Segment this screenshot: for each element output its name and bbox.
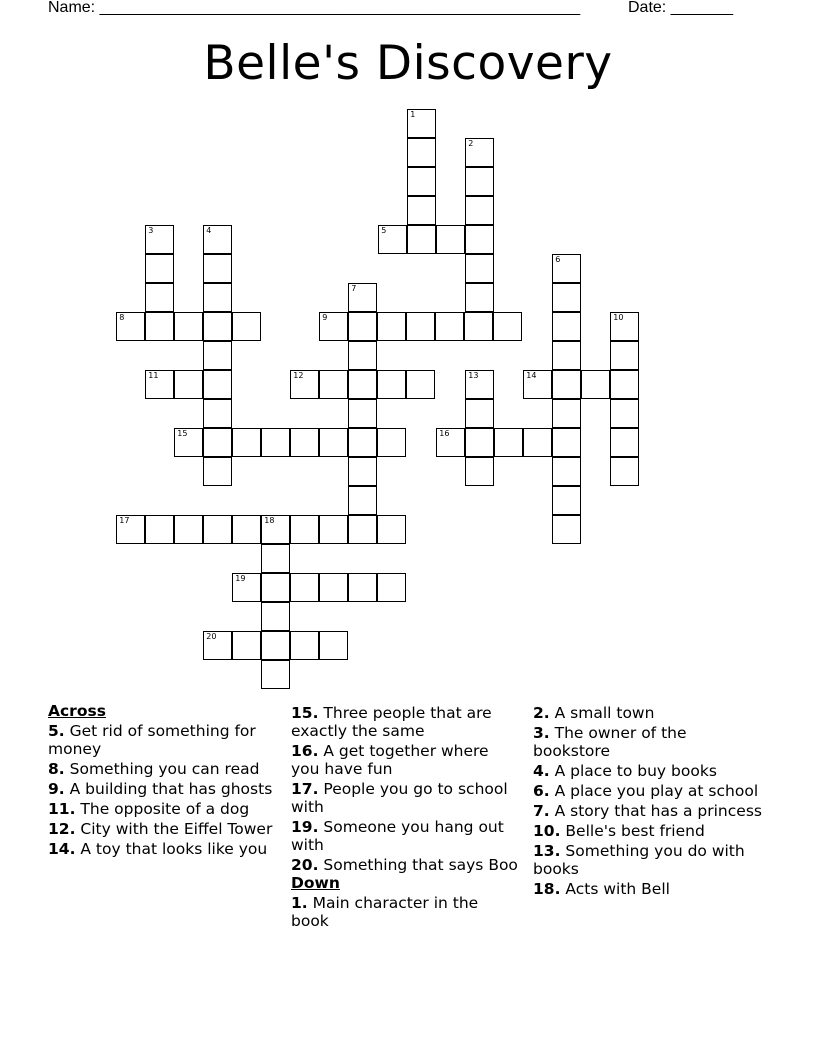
grid-cell[interactable]: [261, 602, 290, 631]
clues-column-1: [48, 702, 276, 858]
grid-cell[interactable]: [348, 283, 377, 312]
grid-cell[interactable]: [261, 573, 290, 602]
cell-number: 15: [177, 429, 188, 439]
grid-cell[interactable]: [465, 254, 494, 283]
date-field-label: Date: _______: [628, 0, 733, 16]
grid-cell[interactable]: [203, 341, 232, 370]
grid-cell[interactable]: [290, 573, 319, 602]
grid-cell[interactable]: [377, 370, 406, 399]
clue-number: 9.: [48, 780, 65, 798]
grid-cell[interactable]: [407, 167, 436, 196]
grid-cell[interactable]: [552, 370, 581, 399]
cell-number: 5: [381, 226, 387, 236]
clue-item: [533, 704, 768, 722]
grid-cell[interactable]: [145, 515, 174, 544]
cell-number: 3: [148, 226, 154, 236]
grid-cell[interactable]: [610, 312, 639, 341]
clue-number: 14.: [48, 840, 76, 858]
grid-cell[interactable]: [377, 515, 406, 544]
grid-cell[interactable]: [319, 428, 348, 457]
clue-item: [291, 704, 519, 740]
grid-cell[interactable]: [203, 631, 232, 660]
cell-number: 1: [410, 110, 416, 120]
puzzle-title: Belle's Discovery: [203, 36, 613, 91]
grid-cell[interactable]: [552, 486, 581, 515]
grid-cell[interactable]: [261, 515, 290, 544]
grid-cell[interactable]: [377, 312, 406, 341]
grid-cell[interactable]: [552, 515, 581, 544]
grid-cell[interactable]: [378, 225, 407, 254]
grid-cell[interactable]: [232, 631, 261, 660]
grid-cell[interactable]: [465, 370, 494, 399]
grid-cell[interactable]: [145, 283, 174, 312]
clue-number: 1.: [291, 894, 308, 912]
grid-cell[interactable]: [261, 631, 290, 660]
grid-cell[interactable]: [406, 370, 435, 399]
grid-cell[interactable]: [348, 515, 377, 544]
grid-cell[interactable]: [465, 196, 494, 225]
clue-text: A small town: [554, 704, 655, 722]
grid-cell[interactable]: [290, 370, 319, 399]
grid-cell[interactable]: [174, 312, 203, 341]
clue-text: A place you play at school: [554, 782, 759, 800]
name-field-label: Name: ______________________________________________________: [48, 0, 581, 16]
clue-item: [533, 802, 768, 820]
grid-cell[interactable]: [465, 225, 494, 254]
grid-cell[interactable]: [348, 341, 377, 370]
clue-text: Three people that are exactly the same: [291, 704, 492, 740]
cell-number: 4: [206, 226, 212, 236]
down-heading: Down: [291, 874, 340, 892]
clue-number: 10.: [533, 822, 561, 840]
clue-text: The opposite of a dog: [80, 800, 250, 818]
grid-cell[interactable]: [348, 428, 377, 457]
clue-item: [533, 762, 768, 780]
grid-cell[interactable]: [348, 573, 377, 602]
grid-cell[interactable]: [552, 428, 581, 457]
clue-number: 5.: [48, 722, 65, 740]
cell-number: 17: [119, 516, 130, 526]
down-clue-list: [291, 894, 519, 930]
clue-number: 17.: [291, 780, 319, 798]
grid-cell[interactable]: [174, 515, 203, 544]
grid-cell[interactable]: [348, 312, 377, 341]
clue-item: [533, 724, 768, 760]
across-heading: Across: [48, 702, 106, 720]
clue-item: [48, 800, 276, 818]
grid-cell[interactable]: [203, 370, 232, 399]
grid-cell[interactable]: [610, 399, 639, 428]
grid-cell[interactable]: [261, 660, 290, 689]
clue-number: 8.: [48, 760, 65, 778]
grid-cell[interactable]: [465, 457, 494, 486]
across-clue-list-continued: [291, 704, 519, 874]
clue-number: 12.: [48, 820, 76, 838]
grid-cell[interactable]: [116, 515, 145, 544]
clue-text: The owner of the bookstore: [533, 724, 687, 760]
grid-cell[interactable]: [552, 457, 581, 486]
clue-text: Something you do with books: [533, 842, 745, 878]
across-clue-list: [48, 722, 276, 858]
clue-item: [48, 722, 276, 758]
grid-cell[interactable]: [145, 225, 174, 254]
grid-cell[interactable]: [465, 283, 494, 312]
grid-cell[interactable]: [290, 515, 319, 544]
grid-cell[interactable]: [493, 312, 522, 341]
clue-item: [533, 880, 768, 898]
clue-number: 19.: [291, 818, 319, 836]
grid-cell[interactable]: [203, 457, 232, 486]
grid-cell[interactable]: [377, 428, 406, 457]
clue-item: [48, 780, 276, 798]
grid-cell[interactable]: [348, 399, 377, 428]
cell-number: 20: [206, 632, 217, 642]
grid-cell[interactable]: [203, 515, 232, 544]
grid-cell[interactable]: [465, 428, 494, 457]
cell-number: 6: [555, 255, 561, 265]
grid-cell[interactable]: [465, 399, 494, 428]
clue-number: 16.: [291, 742, 319, 760]
clue-number: 4.: [533, 762, 550, 780]
cell-number: 19: [235, 574, 246, 584]
clue-number: 6.: [533, 782, 550, 800]
grid-cell[interactable]: [174, 370, 203, 399]
grid-cell[interactable]: [145, 312, 174, 341]
clue-item: [533, 782, 768, 800]
grid-cell[interactable]: [407, 138, 436, 167]
clue-text: Acts with Bell: [565, 880, 670, 898]
clue-text: Something you can read: [69, 760, 260, 778]
cell-number: 10: [613, 313, 624, 323]
grid-cell[interactable]: [610, 370, 639, 399]
grid-cell[interactable]: [203, 254, 232, 283]
grid-cell[interactable]: [232, 573, 261, 602]
grid-cell[interactable]: [319, 631, 348, 660]
clue-number: 2.: [533, 704, 550, 722]
grid-cell[interactable]: [261, 428, 290, 457]
grid-cell[interactable]: [348, 457, 377, 486]
grid-cell[interactable]: [174, 428, 203, 457]
clue-item: [533, 842, 768, 878]
cell-number: 2: [468, 139, 474, 149]
grid-cell[interactable]: [319, 312, 348, 341]
grid-cell[interactable]: [523, 370, 552, 399]
grid-cell[interactable]: [348, 486, 377, 515]
cell-number: 12: [293, 371, 304, 381]
clue-text: Something that says Boo: [323, 856, 518, 874]
grid-cell[interactable]: [552, 312, 581, 341]
grid-cell[interactable]: [407, 109, 436, 138]
clue-item: [291, 856, 519, 874]
clue-text: Belle's best friend: [565, 822, 705, 840]
grid-cell[interactable]: [377, 573, 406, 602]
clue-item: [291, 894, 519, 930]
clue-number: 11.: [48, 800, 76, 818]
grid-cell[interactable]: [203, 399, 232, 428]
grid-cell[interactable]: [319, 515, 348, 544]
clue-text: Get rid of something for money: [48, 722, 256, 758]
clue-number: 7.: [533, 802, 550, 820]
grid-cell[interactable]: [552, 283, 581, 312]
grid-cell[interactable]: [290, 631, 319, 660]
grid-cell[interactable]: [407, 196, 436, 225]
grid-cell[interactable]: [232, 515, 261, 544]
grid-cell[interactable]: [465, 167, 494, 196]
grid-cell[interactable]: [436, 428, 465, 457]
clue-text: A building that has ghosts: [69, 780, 273, 798]
clues-column-2: [291, 702, 519, 930]
clue-item: [48, 760, 276, 778]
grid-cell[interactable]: [435, 312, 464, 341]
clue-item: [291, 780, 519, 816]
grid-cell[interactable]: [552, 254, 581, 283]
clue-number: 13.: [533, 842, 561, 860]
grid-cell[interactable]: [145, 254, 174, 283]
cell-number: 9: [322, 313, 328, 323]
grid-cell[interactable]: [203, 225, 232, 254]
grid-cell[interactable]: [232, 428, 261, 457]
grid-cell[interactable]: [116, 312, 145, 341]
grid-cell[interactable]: [610, 341, 639, 370]
grid-cell[interactable]: [203, 312, 232, 341]
grid-cell[interactable]: [406, 312, 435, 341]
clue-number: 20.: [291, 856, 319, 874]
grid-cell[interactable]: [319, 573, 348, 602]
cell-number: 18: [264, 516, 275, 526]
down-clue-list-continued: [533, 704, 768, 898]
clue-item: [533, 822, 768, 840]
clue-text: Main character in the book: [291, 894, 479, 930]
cell-number: 13: [468, 371, 479, 381]
grid-cell[interactable]: [523, 428, 552, 457]
grid-cell[interactable]: [465, 138, 494, 167]
clue-item: [291, 818, 519, 854]
grid-cell[interactable]: [203, 283, 232, 312]
clue-text: A toy that looks like you: [80, 840, 268, 858]
grid-cell[interactable]: [232, 312, 261, 341]
clue-number: 3.: [533, 724, 550, 742]
clues-column-3: [533, 702, 768, 898]
grid-cell[interactable]: [145, 370, 174, 399]
grid-cell[interactable]: [203, 428, 232, 457]
clue-text: A get together where you have fun: [291, 742, 489, 778]
clue-text: Someone you hang out with: [291, 818, 504, 854]
cell-number: 14: [526, 371, 537, 381]
grid-cell[interactable]: [319, 370, 348, 399]
grid-cell[interactable]: [610, 428, 639, 457]
clue-item: [291, 742, 519, 778]
grid-cell[interactable]: [552, 341, 581, 370]
clue-number: 18.: [533, 880, 561, 898]
cell-number: 7: [351, 284, 357, 294]
clue-item: [48, 820, 276, 838]
cell-number: 8: [119, 313, 125, 323]
clue-text: City with the Eiffel Tower: [80, 820, 273, 838]
clue-item: [48, 840, 276, 858]
clue-text: A story that has a princess: [554, 802, 762, 820]
clue-number: 15.: [291, 704, 319, 722]
grid-cell[interactable]: [407, 225, 436, 254]
grid-cell[interactable]: [581, 370, 610, 399]
grid-cell[interactable]: [290, 428, 319, 457]
grid-cell[interactable]: [261, 544, 290, 573]
grid-cell[interactable]: [552, 399, 581, 428]
grid-cell[interactable]: [436, 225, 465, 254]
grid-cell[interactable]: [610, 457, 639, 486]
cell-number: 11: [148, 371, 159, 381]
clue-text: People you go to school with: [291, 780, 508, 816]
grid-cell[interactable]: [348, 370, 377, 399]
grid-cell[interactable]: [464, 312, 493, 341]
grid-cell[interactable]: [494, 428, 523, 457]
clue-text: A place to buy books: [554, 762, 717, 780]
cell-number: 16: [439, 429, 450, 439]
